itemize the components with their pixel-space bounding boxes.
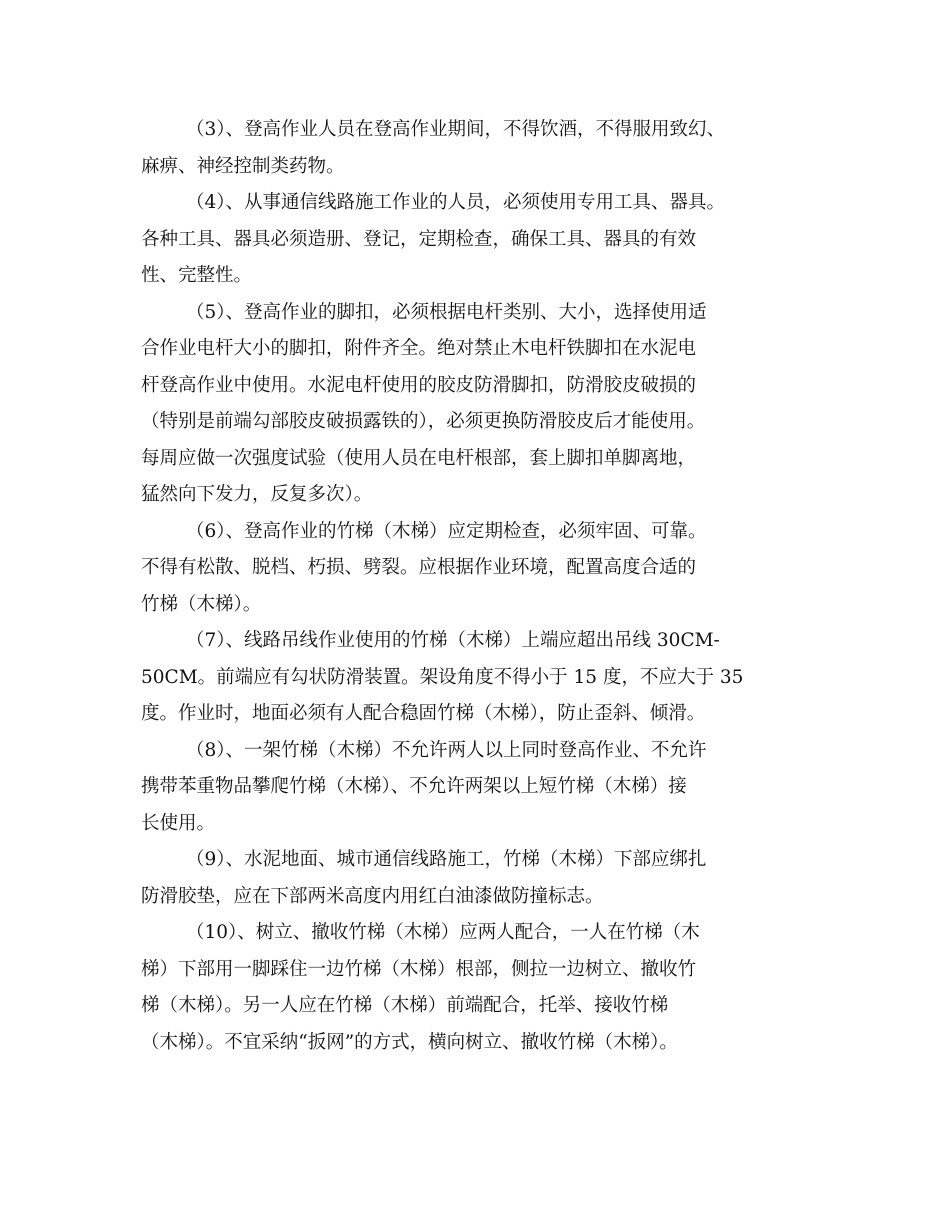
- text-line: 猛然向下发力，反复多次）。: [141, 484, 373, 505]
- text-line: （7）、线路吊线作业使用的竹梯（木梯）上端应超出吊线 30CM-: [186, 630, 720, 651]
- document-body: [141, 112, 821, 1061]
- paragraph-8: [141, 733, 821, 843]
- paragraph-10: [141, 915, 821, 1061]
- paragraph-5: [141, 295, 821, 514]
- text-line: 携带苯重物品攀爬竹梯（木梯）、不允许两架以上短竹梯（木梯）接: [141, 776, 687, 797]
- paragraph-7: [141, 623, 821, 733]
- text-line: 梯（木梯）。另一人应在竹梯（木梯）前端配合，托举、接收竹梯: [141, 995, 669, 1016]
- text-line: （4）、从事通信线路施工作业的人员，必须使用专用工具、器具。: [186, 192, 726, 213]
- text-line: （8）、一架竹梯（木梯）不允许两人以上同时登高作业、不允许: [186, 739, 707, 761]
- paragraph-9: [141, 842, 821, 915]
- text-line: （特别是前端勾部胶皮破损露铁的），必须更换防滑胶皮后才能使用。: [141, 411, 706, 432]
- text-line: 长使用。: [141, 812, 216, 834]
- text-line: （木梯）。不宜采纳“扳网”的方式，横向树立、撤收竹梯（木梯）。: [141, 1031, 678, 1053]
- text-line: 麻痹、神经控制类药物。: [141, 155, 345, 177]
- text-line: 防滑胶垫，应在下部两米高度内用红白油漆做防撞标志。: [141, 885, 604, 907]
- text-line: 梯）下部用一脚踩住一边竹梯（木梯）根部，侧拉一边树立、撤收竹: [141, 958, 697, 980]
- text-line: （5）、登高作业的脚扣，必须根据电杆类别、大小，选择使用适: [186, 301, 707, 323]
- text-line: 性、完整性。: [141, 265, 253, 286]
- text-line: （10）、树立、撤收竹梯（木梯）应两人配合，一人在竹梯（木: [186, 922, 700, 943]
- text-line: 每周应做一次强度试验（使用人员在电杆根部，套上脚扣单脚离地，: [141, 447, 697, 469]
- paragraph-4: [141, 185, 821, 295]
- text-line: 杆登高作业中使用。水泥电杆使用的胶皮防滑脚扣，防滑胶皮破损的: [141, 374, 697, 396]
- paragraph-3: [141, 112, 821, 185]
- text-line: 50CM。前端应有勾状防滑装置。架设角度不得小于 15 度，不应大于 35: [141, 666, 744, 688]
- text-line: 度。作业时，地面必须有人配合稳固竹梯（木梯），防止歪斜、倾滑。: [141, 703, 706, 724]
- text-line: （6）、登高作业的竹梯（木梯）应定期检查，必须牢固、可靠。: [186, 520, 707, 542]
- text-line: 各种工具、器具必须造册、登记，定期检查，确保工具、器具的有效: [141, 228, 697, 250]
- text-line: 竹梯（木梯）。: [141, 593, 262, 615]
- text-line: 不得有松散、脱档、朽损、劈裂。应根据作业环境，配置高度合适的: [141, 557, 697, 578]
- text-line: 合作业电杆大小的脚扣，附件齐全。绝对禁止木电杆铁脚扣在水泥电: [141, 338, 697, 359]
- text-line: （9）、水泥地面、城市通信线路施工，竹梯（木梯）下部应绑扎: [186, 849, 707, 870]
- paragraph-6: [141, 514, 821, 624]
- text-line: （3）、登高作业人员在登高作业期间，不得饮酒，不得服用致幻、: [186, 119, 726, 140]
